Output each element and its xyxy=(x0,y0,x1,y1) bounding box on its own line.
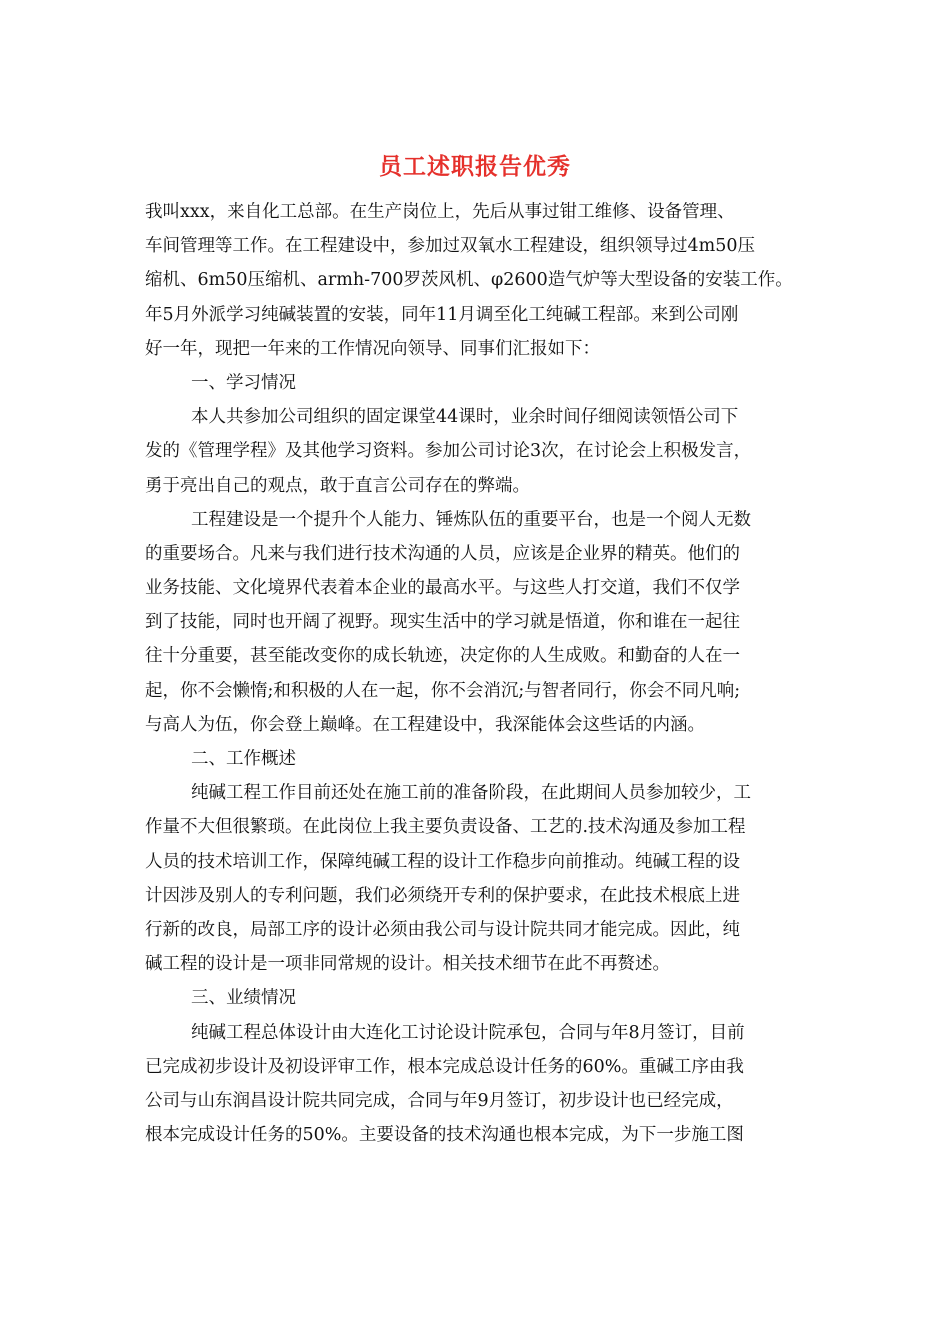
text-line: 人员的技术培训工作，保障纯碱工程的设计工作稳步向前推动。纯碱工程的设 xyxy=(145,851,740,872)
text-line: 碱工程的设计是一项非同常规的设计。相关技术细节在此不再赘述。 xyxy=(145,954,670,975)
text-line: 我叫xxx，来自化工总部。在生产岗位上，先后从事过钳工维修、设备管理、 xyxy=(145,202,735,222)
text-line: 计因涉及别人的专利问题，我们必须绕开专利的保护要求，在此技术根底上进 xyxy=(145,885,740,906)
text-line: 好一年，现把一年来的工作情况向领导、同事们汇报如下： xyxy=(145,338,600,359)
text-line: 已完成初步设计及初设评审工作，根本完成总设计任务的60%。重碱工序由我 xyxy=(145,1056,744,1077)
text-line: 二、工作概述 xyxy=(191,749,296,769)
text-line: 作量不大但很繁琐。在此岗位上我主要负责设备、工艺的.技术沟通及参加工程 xyxy=(145,817,746,838)
text-line: 缩机、6m50压缩机、armh-700罗茨风机、φ2600造气炉等大型设备的安装工作。 xyxy=(145,270,793,291)
text-line: 年5月外派学习纯碱装置的安装，同年11月调至化工纯碱工程部。来到公司刚 xyxy=(145,304,739,325)
text-line: 一、学习情况 xyxy=(191,372,296,393)
text-line: 公司与山东润昌设计院共同完成，合同与年9月签订，初步设计也已经完成， xyxy=(145,1090,734,1111)
document-title: 员工述职报告优秀 xyxy=(379,153,571,180)
text-line: 车间管理等工作。在工程建设中，参加过双氧水工程建设，组织领导过4m50压 xyxy=(145,236,755,257)
text-line: 勇于亮出自己的观点，敢于直言公司存在的弊端。 xyxy=(145,475,530,496)
text-line: 往十分重要，甚至能改变你的成长轨迹，决定你的人生成败。和勤奋的人在一 xyxy=(145,646,740,667)
document-body xyxy=(145,195,820,1152)
text-line: 起，你不会懒惰;和积极的人在一起，你不会消沉;与智者同行，你会不同凡响; xyxy=(145,680,741,701)
text-line: 工程建设是一个提升个人能力、锤炼队伍的重要平台，也是一个阅人无数 xyxy=(191,509,751,530)
text-line: 根本完成设计任务的50%。主要设备的技术沟通也根本完成，为下一步施工图 xyxy=(145,1125,744,1146)
text-line: 纯碱工程工作目前还处在施工前的准备阶段，在此期间人员参加较少，工 xyxy=(191,783,751,804)
text-line: 三、业绩情况 xyxy=(191,988,296,1009)
text-line: 本人共参加公司组织的固定课堂44课时，业余时间仔细阅读领悟公司下 xyxy=(191,407,739,428)
text-line: 与高人为伍，你会登上巅峰。在工程建设中，我深能体会这些话的内涵。 xyxy=(145,714,705,735)
text-line: 的重要场合。凡来与我们进行技术沟通的人员，应该是企业界的精英。他们的 xyxy=(145,543,740,564)
text-line: 发的《管理学程》及其他学习资料。参加公司讨论3次，在讨论会上积极发言， xyxy=(145,441,752,462)
text-line: 行新的改良，局部工序的设计必须由我公司与设计院共同才能完成。因此，纯 xyxy=(145,919,740,940)
text-line: 业务技能、文化境界代表着本企业的最高水平。与这些人打交道，我们不仅学 xyxy=(145,578,740,599)
text-line: 到了技能，同时也开阔了视野。现实生活中的学习就是悟道，你和谁在一起往 xyxy=(145,612,740,633)
text-line: 纯碱工程总体设计由大连化工讨论设计院承包，合同与年8月签订，目前 xyxy=(191,1022,745,1043)
